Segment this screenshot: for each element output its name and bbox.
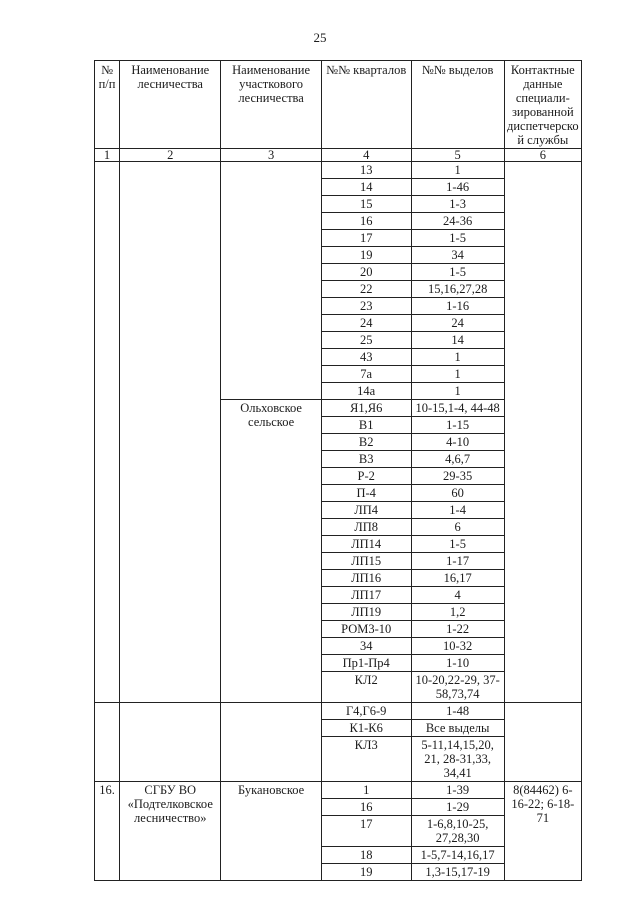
- allotment-cell: 4,6,7: [411, 451, 504, 468]
- quarter-cell: 19: [321, 864, 411, 881]
- allotment-cell: 1-5: [411, 230, 504, 247]
- allotment-cell: 1-4: [411, 502, 504, 519]
- header-cell: Контактные данные специали-зированной диспетчерской службы: [504, 61, 581, 149]
- allotment-cell: 10-15,1-4, 44-48: [411, 400, 504, 417]
- allotment-cell: 34: [411, 247, 504, 264]
- quarter-cell: В1: [321, 417, 411, 434]
- quarter-cell: В3: [321, 451, 411, 468]
- quarter-cell: ЛП16: [321, 570, 411, 587]
- allotment-cell: 29-35: [411, 468, 504, 485]
- allotment-cell: 4-10: [411, 434, 504, 451]
- column-number: 6: [504, 149, 581, 162]
- allotment-cell: 10-20,22-29, 37-58,73,74: [411, 672, 504, 703]
- quarter-cell: 16: [321, 213, 411, 230]
- table-body: [95, 162, 582, 881]
- allotment-cell: 1: [411, 383, 504, 400]
- column-number: 1: [95, 149, 120, 162]
- quarter-cell: 1: [321, 782, 411, 799]
- allotment-cell: 1,2: [411, 604, 504, 621]
- column-number: 3: [221, 149, 321, 162]
- allotment-cell: 1-48: [411, 703, 504, 720]
- contact-cell: 8(84462) 6-16-22; 6-18-71: [504, 782, 581, 881]
- table-row: [95, 162, 582, 179]
- page-number: 25: [313, 30, 327, 45]
- quarter-cell: ЛП19: [321, 604, 411, 621]
- quarter-cell: Г4,Г6-9: [321, 703, 411, 720]
- quarter-cell: 34: [321, 638, 411, 655]
- row-number-cell: [95, 703, 120, 782]
- allotment-cell: 24: [411, 315, 504, 332]
- allotment-cell: 1-17: [411, 553, 504, 570]
- quarter-cell: ЛП14: [321, 536, 411, 553]
- forestry-name-cell: [120, 703, 221, 782]
- subforestry-name-cell: Ольховское сельское: [221, 400, 321, 703]
- allotment-cell: 1-10: [411, 655, 504, 672]
- subforestry-name-cell: Букановское: [221, 782, 321, 881]
- allotment-cell: 1-15: [411, 417, 504, 434]
- allotment-cell: 60: [411, 485, 504, 502]
- allotment-cell: 1-3: [411, 196, 504, 213]
- row-number-cell: 16.: [95, 782, 120, 881]
- allotment-cell: 1-22: [411, 621, 504, 638]
- quarter-cell: 20: [321, 264, 411, 281]
- allotment-cell: 15,16,27,28: [411, 281, 504, 298]
- quarter-cell: 17: [321, 816, 411, 847]
- allotment-cell: 10-32: [411, 638, 504, 655]
- allotment-cell: 1-46: [411, 179, 504, 196]
- subforestry-name-cell: [221, 162, 321, 400]
- subforestry-name-cell: [221, 703, 321, 782]
- table-row: [95, 703, 582, 720]
- allotment-cell: 1: [411, 162, 504, 179]
- quarter-cell: 43: [321, 349, 411, 366]
- allotment-cell: 6: [411, 519, 504, 536]
- quarter-cell: 13: [321, 162, 411, 179]
- quarter-cell: РОМ3-10: [321, 621, 411, 638]
- quarter-cell: КЛ2: [321, 672, 411, 703]
- quarter-cell: 25: [321, 332, 411, 349]
- quarter-cell: ЛП15: [321, 553, 411, 570]
- allotment-cell: 1,3-15,17-19: [411, 864, 504, 881]
- quarter-cell: В2: [321, 434, 411, 451]
- column-number-row: [95, 149, 582, 162]
- table-row: [95, 782, 582, 799]
- quarter-cell: КЛ3: [321, 737, 411, 782]
- quarter-cell: 24: [321, 315, 411, 332]
- contact-cell: [504, 703, 581, 782]
- header-cell: №№ выделов: [411, 61, 504, 149]
- header-row: [95, 61, 582, 149]
- header-cell: №№ кварталов: [321, 61, 411, 149]
- allotment-cell: 1-16: [411, 298, 504, 315]
- allotment-cell: 14: [411, 332, 504, 349]
- header-cell: Наименование лесничества: [120, 61, 221, 149]
- quarter-cell: Я1,Я6: [321, 400, 411, 417]
- contact-cell: [504, 162, 581, 703]
- column-number: 4: [321, 149, 411, 162]
- allotment-cell: 1: [411, 349, 504, 366]
- allotment-cell: 5-11,14,15,20, 21, 28-31,33, 34,41: [411, 737, 504, 782]
- column-number: 5: [411, 149, 504, 162]
- allotment-cell: 24-36: [411, 213, 504, 230]
- allotment-cell: 1-6,8,10-25, 27,28,30: [411, 816, 504, 847]
- allotment-cell: 1-29: [411, 799, 504, 816]
- quarter-cell: ЛП4: [321, 502, 411, 519]
- quarter-cell: 18: [321, 847, 411, 864]
- quarter-cell: 16: [321, 799, 411, 816]
- allotment-cell: 1: [411, 366, 504, 383]
- allotment-cell: 1-39: [411, 782, 504, 799]
- quarter-cell: 7а: [321, 366, 411, 383]
- quarter-cell: Р-2: [321, 468, 411, 485]
- column-number: 2: [120, 149, 221, 162]
- quarter-cell: К1-К6: [321, 720, 411, 737]
- quarter-cell: 23: [321, 298, 411, 315]
- quarter-cell: ЛП17: [321, 587, 411, 604]
- allotment-cell: 1-5: [411, 264, 504, 281]
- quarter-cell: П-4: [321, 485, 411, 502]
- row-number-cell: [95, 162, 120, 703]
- forestry-name-cell: [120, 162, 221, 703]
- allotment-cell: 1-5: [411, 536, 504, 553]
- quarter-cell: 17: [321, 230, 411, 247]
- forestry-table: [94, 60, 582, 881]
- quarter-cell: 14: [321, 179, 411, 196]
- allotment-cell: Все выделы: [411, 720, 504, 737]
- quarter-cell: 19: [321, 247, 411, 264]
- forestry-name-cell: СГБУ ВО «Подтелковское лесничество»: [120, 782, 221, 881]
- allotment-cell: 1-5,7-14,16,17: [411, 847, 504, 864]
- quarter-cell: 22: [321, 281, 411, 298]
- quarter-cell: Пр1-Пр4: [321, 655, 411, 672]
- header-cell: Наименование участкового лесничества: [221, 61, 321, 149]
- quarter-cell: 14а: [321, 383, 411, 400]
- allotment-cell: 4: [411, 587, 504, 604]
- quarter-cell: ЛП8: [321, 519, 411, 536]
- quarter-cell: 15: [321, 196, 411, 213]
- header-cell: № п/п: [95, 61, 120, 149]
- allotment-cell: 16,17: [411, 570, 504, 587]
